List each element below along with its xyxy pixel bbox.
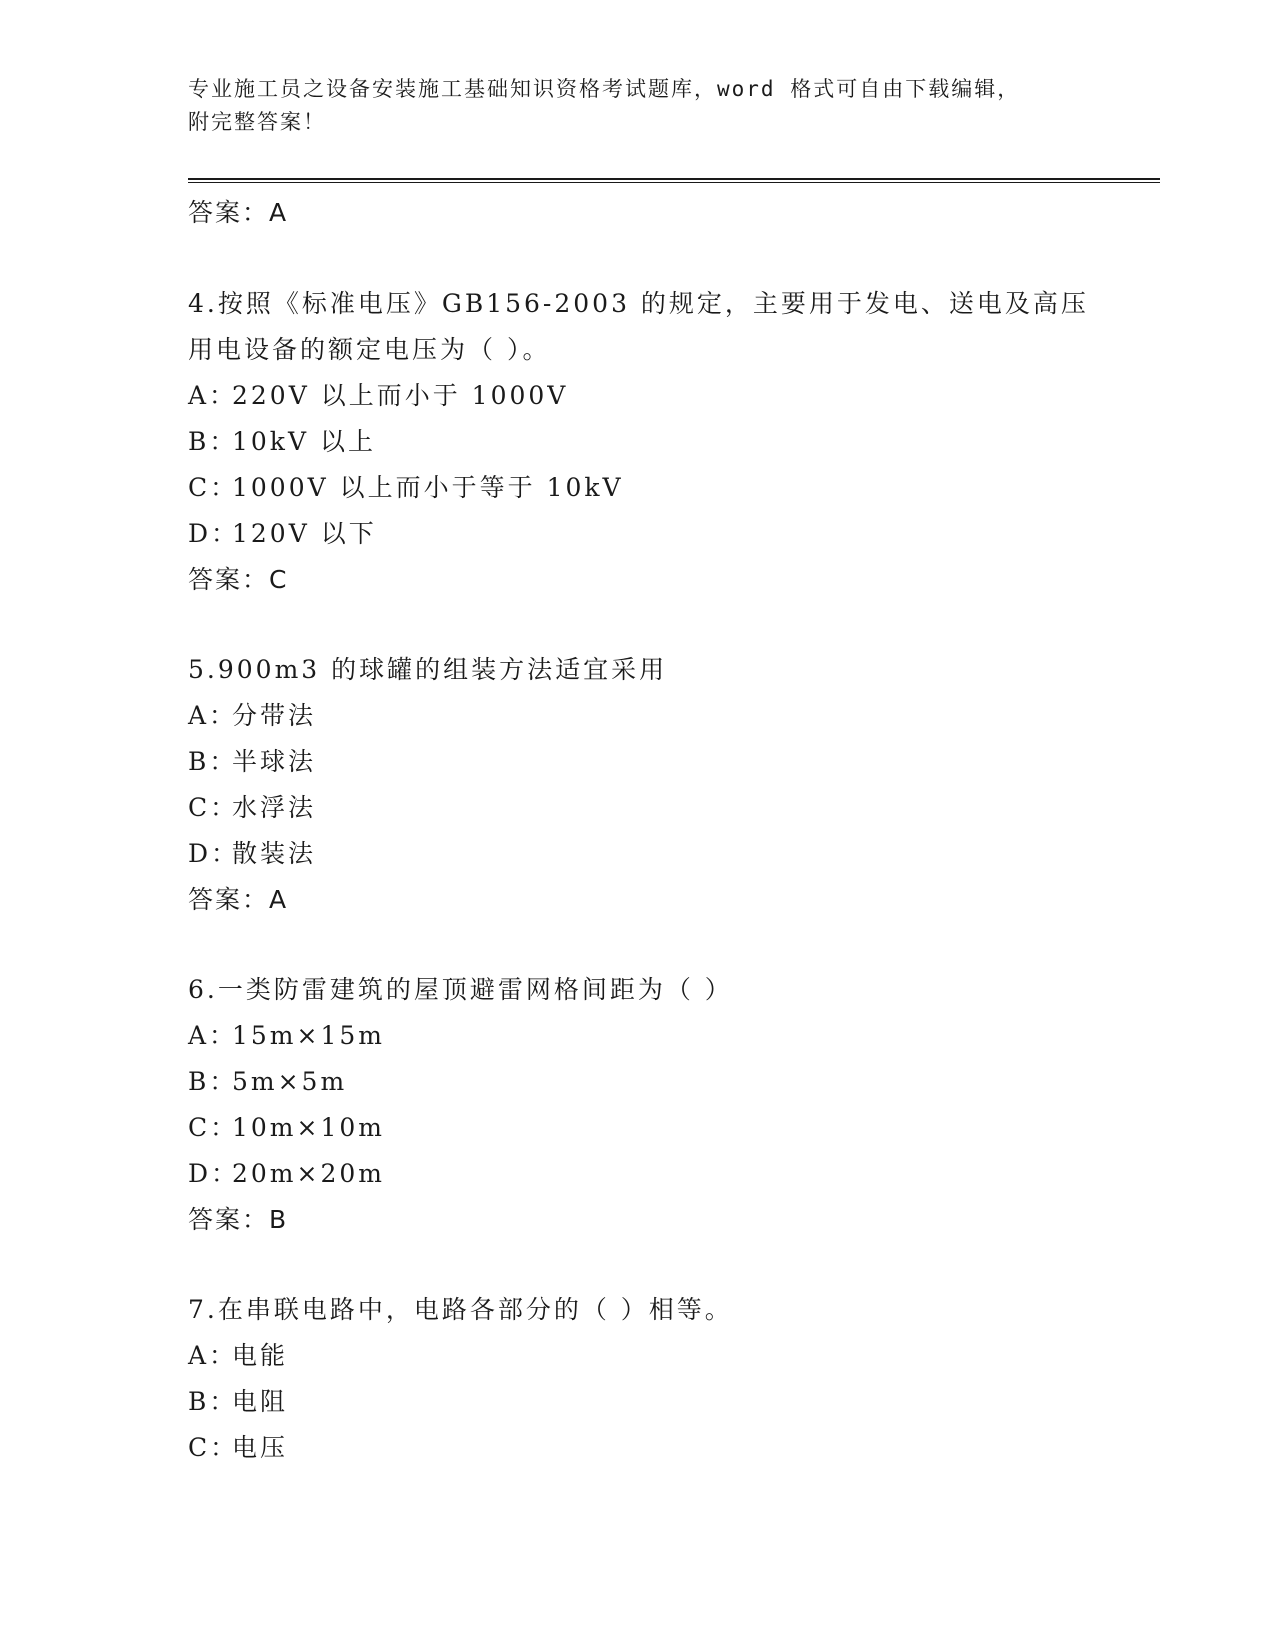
option-label: B：: [188, 1387, 238, 1416]
option-label: B：: [188, 1067, 238, 1096]
option-label: C：: [188, 793, 239, 822]
option-d: [188, 1151, 1158, 1197]
option-text: 半球法: [232, 747, 317, 776]
option-b: [188, 739, 1158, 785]
option-text: 120V 以下: [232, 519, 377, 548]
question-stem: 4.按照《标准电压》GB156-2003 的规定，主要用于发电、送电及高压: [188, 289, 1089, 318]
header-divider: [188, 178, 1160, 183]
option-c: [188, 1105, 1158, 1151]
option-label: A：: [188, 1021, 238, 1050]
question-block: [188, 967, 1158, 1243]
option-label: D：: [188, 519, 240, 548]
question-list: [188, 190, 1158, 1471]
option-text: 220V 以上而小于 1000V: [232, 381, 569, 410]
question-block: [188, 647, 1158, 923]
question-stem: 6.一类防雷建筑的屋顶避雷网格间距为（ ）: [188, 975, 733, 1004]
option-text: 20m×20m: [232, 1159, 385, 1188]
option-a: [188, 1333, 1158, 1379]
header-line-2: 附完整答案！: [188, 110, 326, 134]
option-a: [188, 693, 1158, 739]
option-b: [188, 419, 1158, 465]
option-text: 散装法: [232, 839, 317, 868]
header-line-1: 专业施工员之设备安装施工基础知识资格考试题库，word 格式可自由下载编辑，: [188, 77, 1021, 101]
option-label: C：: [188, 1113, 239, 1142]
option-text: 15m×15m: [232, 1021, 385, 1050]
option-b: [188, 1379, 1158, 1425]
option-c: [188, 465, 1158, 511]
option-d: [188, 831, 1158, 877]
answer-line: 答案：A: [188, 198, 289, 227]
option-text: 电能: [232, 1341, 289, 1370]
option-label: A：: [188, 1341, 238, 1370]
option-label: B：: [188, 747, 238, 776]
question-block: [188, 1287, 1158, 1471]
answer-line: 答案：B: [188, 1205, 289, 1234]
question-stem: 7.在串联电路中，电路各部分的（ ）相等。: [188, 1295, 733, 1324]
option-text: 电阻: [232, 1387, 289, 1416]
option-text: 5m×5m: [232, 1067, 348, 1096]
option-text: 10kV 以上: [232, 427, 376, 456]
option-a: [188, 1013, 1158, 1059]
option-label: B：: [188, 427, 238, 456]
option-d: [188, 511, 1158, 557]
answer-line: 答案：C: [188, 565, 289, 594]
question-stem: 5.900m3 的球罐的组装方法适宜采用: [188, 655, 668, 684]
option-text: 电压: [232, 1433, 289, 1462]
question-stem: 用电设备的额定电压为（ ）。: [188, 335, 551, 364]
option-a: [188, 373, 1158, 419]
option-text: 10m×10m: [232, 1113, 385, 1142]
option-label: D：: [188, 839, 240, 868]
question-block: [188, 281, 1158, 603]
option-label: D：: [188, 1159, 240, 1188]
option-label: C：: [188, 473, 239, 502]
option-label: A：: [188, 701, 238, 730]
option-c: [188, 785, 1158, 831]
document-header: [188, 73, 1088, 139]
option-text: 1000V 以上而小于等于 10kV: [232, 473, 624, 502]
option-c: [188, 1425, 1158, 1471]
answer-line: 答案：A: [188, 885, 289, 914]
option-b: [188, 1059, 1158, 1105]
option-text: 分带法: [232, 701, 317, 730]
option-label: C：: [188, 1433, 239, 1462]
option-text: 水浮法: [232, 793, 317, 822]
option-label: A：: [188, 381, 238, 410]
